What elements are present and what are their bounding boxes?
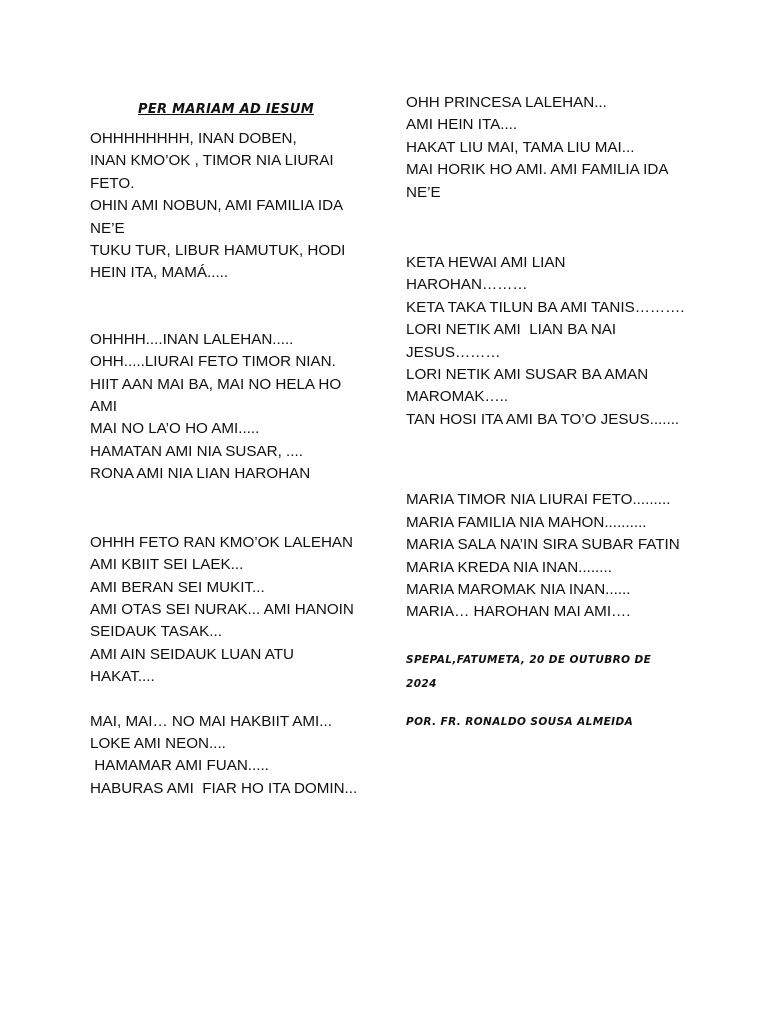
stanza-3 — [90, 532, 380, 689]
verse-line: MAROMAK….. — [406, 388, 509, 406]
poem-title: PER MARIAM AD IESUM — [138, 102, 314, 117]
verse-line: OHHHH....INAN LALEHAN..... — [90, 330, 294, 348]
stanza-1 — [90, 128, 380, 285]
verse-line: AMI — [90, 398, 118, 416]
verse-line: LOKE AMI NEON.... — [90, 734, 226, 752]
author-line: POR. FR. RONALDO SOUSA ALMEIDA — [406, 715, 634, 728]
verse-line: NE’E — [406, 183, 441, 201]
verse-line: NE’E — [90, 219, 125, 237]
verse-line: OHHHHHHHH, INAN DOBEN, — [90, 130, 297, 147]
verse-line: MAI, MAI… NO MAI HAKBIIT AMI... — [90, 712, 332, 730]
verse-line: HAMAMAR AMI FUAN..... — [90, 757, 269, 775]
stanza-7 — [406, 489, 696, 623]
verse-line: MARIA TIMOR NIA LIURAI FETO......... — [406, 491, 671, 509]
verse-line: INAN KMO’OK , TIMOR NIA LIURAI — [90, 152, 334, 170]
verse-line: MAI NO LA’O HO AMI..... — [90, 420, 260, 438]
place-date-year: 2024 — [406, 677, 437, 690]
stanza-5 — [406, 92, 696, 204]
verse-line: MAI HORIK HO AMI. AMI FAMILIA IDA — [406, 161, 669, 179]
right-column — [406, 92, 696, 734]
verse-line: LORI NETIK AMI SUSAR BA AMAN — [406, 366, 649, 384]
verse-line: TUKU TUR, LIBUR HAMUTUK, HODI — [90, 242, 346, 260]
place-date-line: SPEPAL,FATUMETA, 20 DE OUTUBRO DE — [406, 653, 652, 666]
verse-line: MARIA SALA NA’IN SIRA SUBAR FATIN — [406, 536, 680, 554]
stanza-2 — [90, 329, 380, 486]
verse-line: SEIDAUK TASAK... — [90, 623, 222, 641]
verse-line: OHH PRINCESA LALEHAN... — [406, 94, 607, 111]
verse-line: HABURAS AMI FIAR HO ITA DOMIN... — [90, 779, 358, 797]
verse-line: KETA HEWAI AMI LIAN — [406, 254, 566, 272]
verse-line: OHIN AMI NOBUN, AMI FAMILIA IDA — [90, 197, 344, 215]
verse-line: AMI KBIIT SEI LAEK... — [90, 556, 244, 574]
verse-line: AMI AIN SEIDAUK LUAN ATU — [90, 645, 294, 663]
verse-line: HEIN ITA, MAMÁ..... — [90, 264, 229, 282]
verse-line: AMI OTAS SEI NURAK... AMI HANOIN — [90, 600, 354, 618]
verse-line: HAKAT.... — [90, 668, 155, 686]
verse-line: HAKAT LIU MAI, TAMA LIU MAI... — [406, 138, 635, 156]
verse-line: LORI NETIK AMI LIAN BA NAI — [406, 321, 617, 339]
verse-line: TAN HOSI ITA AMI BA TO’O JESUS....... — [406, 410, 680, 428]
verse-line: AMI HEIN ITA.... — [406, 116, 518, 134]
verse-line: FETO. — [90, 174, 135, 192]
verse-line: HIIT AAN MAI BA, MAI NO HELA HO — [90, 375, 342, 393]
stanza-6 — [406, 252, 696, 431]
verse-line: MARIA MAROMAK NIA INAN...... — [406, 580, 631, 598]
verse-line: MARIA FAMILIA NIA MAHON.......... — [406, 513, 647, 531]
verse-line: HAMATAN AMI NIA SUSAR, .... — [90, 442, 303, 460]
stanza-4 — [90, 711, 380, 801]
left-column — [90, 100, 380, 800]
verse-line: AMI BERAN SEI MUKIT... — [90, 578, 265, 596]
verse-line: HAROHAN……… — [406, 276, 528, 294]
signature-block — [406, 648, 696, 734]
verse-line: RONA AMI NIA LIAN HAROHAN — [90, 465, 311, 483]
verse-line: KETA TAKA TILUN BA AMI TANIS………. — [406, 298, 685, 316]
verse-line: OHHH FETO RAN KMO’OK LALEHAN — [90, 533, 354, 551]
verse-line: MARIA KREDA NIA INAN........ — [406, 558, 612, 576]
verse-line: JESUS……… — [406, 343, 501, 361]
verse-line: OHH.....LIURAI FETO TIMOR NIAN. — [90, 353, 336, 371]
verse-line: MARIA… HAROHAN MAI AMI…. — [406, 603, 631, 621]
